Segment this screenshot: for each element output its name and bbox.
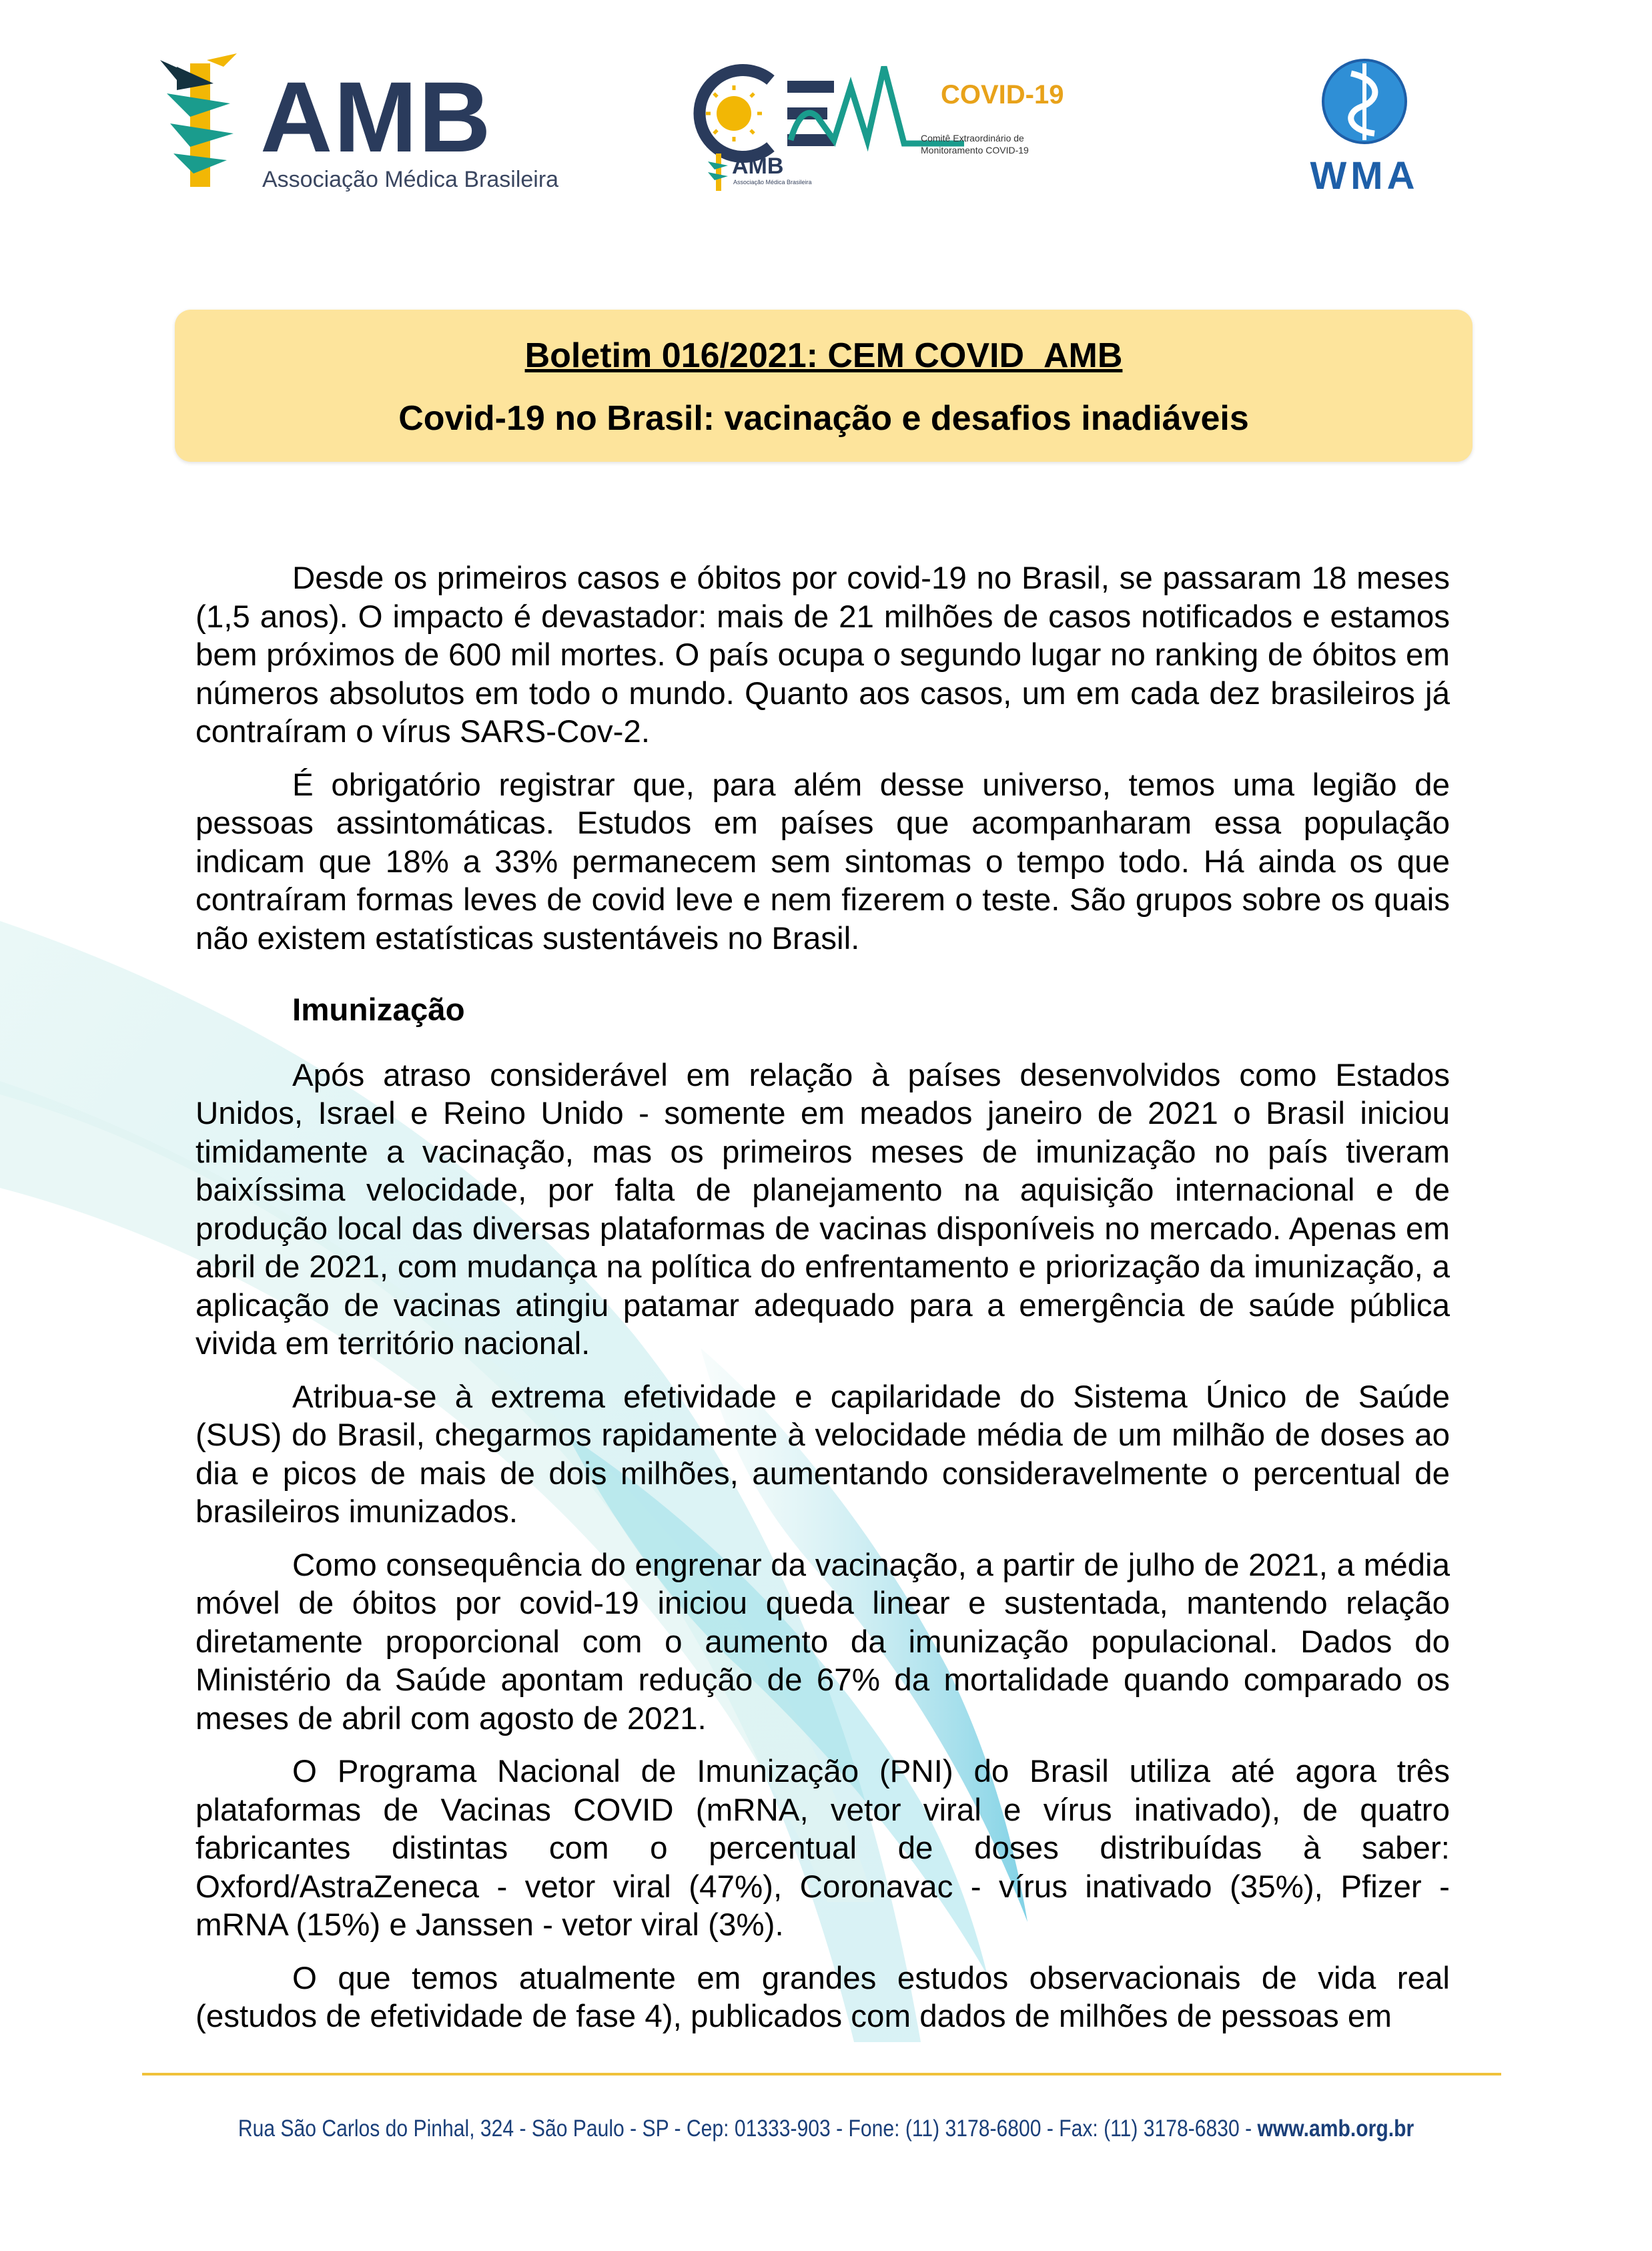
amb-logo-subtitle: Associação Médica Brasileira <box>262 167 559 192</box>
cem-amb-text: AMB <box>732 153 784 179</box>
paragraph-4: Atribua-se à extrema efetividade e capilaridade do Sistema Único de Saúde (SUS) do Brasil, chegarmos rapidamente à velocidade média de um milhão de doses ao dia e picos de mais de dois milhões, aumentando consideravelmente o percentual de brasileiros imunizados. <box>195 1379 1450 1530</box>
paragraph-5: Como consequência do engrenar da vacinação, a partir de julho de 2021, a média móvel de óbitos por covid-19 iniciou queda linear e sustentada, mantendo relação diretamente proporcional com o aumento da imunização populacional. Dados do Ministério da Saúde apontam redução de 67% da mortalidade quando comparado os meses de abril com agosto de 2021. <box>195 1547 1450 1736</box>
bulletin-title-box <box>175 310 1473 462</box>
footer-address: Rua São Carlos do Pinhal, 324 - São Paulo - SP - Cep: 01333-903 - Fone: (11) 3178-6800 - Fax: (11) 3178-6830 - <box>238 2116 1258 2142</box>
cem-amb-subtitle: Associação Médica Brasileira <box>733 179 812 186</box>
amb-logo-text: AMB <box>260 61 492 173</box>
paragraph-7: O que temos atualmente em grandes estudos observacionais de vida real (estudos de efetividade de fase 4), publicados com dados de milhões de pessoas em <box>195 1960 1450 2034</box>
cem-covid-logo <box>691 53 1064 194</box>
bulletin-subject-title: Covid-19 no Brasil: vacinação e desafios inadiáveis <box>398 399 1249 438</box>
footer-contact <box>115 2116 1536 2142</box>
cem-subtitle-line-1: Comitê Extraordinário de <box>921 133 1024 143</box>
footer-divider <box>142 2073 1501 2075</box>
paragraph-1: Desde os primeiros casos e óbitos por covid-19 no Brasil, se passaram 18 meses (1,5 anos). O impacto é devastador: mais de 21 milhões de casos notificados e estamos bem próximos de 600 mil mortes. O país ocupa o segundo lugar no ranking de óbitos em números absolutos em todo o mundo. Quanto aos casos, um em cada dez brasileiros já contraíram o vírus SARS-Cov-2. <box>195 561 1450 749</box>
amb-logo <box>150 53 559 194</box>
cem-subtitle <box>921 132 1074 156</box>
paragraph-2: É obrigatório registrar que, para além desse universo, temos uma legião de pessoas assintomáticas. Estudos em países que acompanharam essa população indicam que 18% a 33% permanecem sem sintomas o tempo todo. Há ainda os que contraíram formas leves de covid leve e nem fizerem o teste. São grupos sobre os quais não existem estatísticas sustentáveis no Brasil. <box>195 767 1450 956</box>
cem-subtitle-line-2: Monitoramento COVID-19 <box>921 145 1029 155</box>
paragraph-6: O Programa Nacional de Imunização (PNI) do Brasil utiliza até agora três plataformas de Vacinas COVID (mRNA, vetor viral e vírus inativado), de quatro fabricantes distintas com o percentual de doses distribuídas à saber: Oxford/AstraZeneca - vetor viral (47%), Coronavac - vírus inativado (35%), Pfizer - mRNA (15%) e Janssen - vetor viral (3%). <box>195 1754 1450 1943</box>
wma-logo <box>1281 53 1448 198</box>
wma-globe-icon <box>1281 53 1448 153</box>
wma-logo-text: WMA <box>1310 154 1419 198</box>
cem-amb-caduceus-icon <box>705 152 732 192</box>
document-body <box>195 559 1450 2051</box>
cem-covid-label: COVID-19 <box>941 80 1064 109</box>
paragraph-3: Após atraso considerável em relação à países desenvolvidos como Estados Unidos, Israel e Reino Unido - somente em meados janeiro de 2021 o Brasil iniciou timidamente a vacinação, mas os primeiros meses de imunização no país tiveram baixíssima velocidade, por falta de planejamento na aquisição internacional e de produção local das diversas plataformas de vacinas disponíveis no mercado. Apenas em abril de 2021, com mudança na política do enfrentamento e priorização da imunização, a aplicação de vacinas atingiu patamar adequado para a emergência de saúde pública vivida em território nacional. <box>195 1057 1450 1361</box>
footer-website-link[interactable]: www.amb.org.br <box>1257 2116 1414 2142</box>
bulletin-number-title: Boletim 016/2021: CEM COVID_AMB <box>524 336 1123 375</box>
section-heading-imunizacao: Imunização <box>292 992 465 1028</box>
amb-caduceus-icon <box>150 53 264 194</box>
